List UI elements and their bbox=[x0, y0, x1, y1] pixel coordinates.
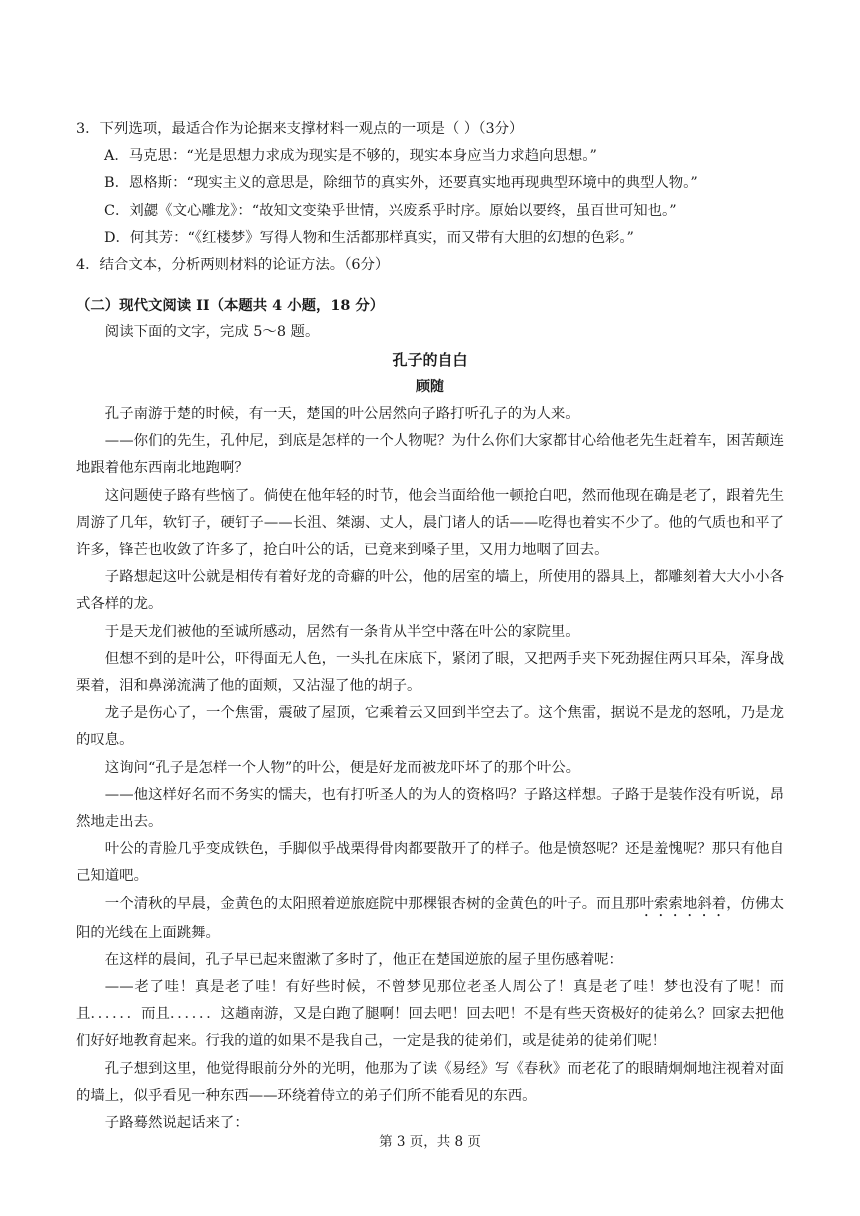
question-3-option-c: C．刘勰《文心雕龙》：“故知文变染乎世情，兴废系乎时序。原始以要终，虽百世可知也。” bbox=[104, 202, 677, 219]
article-title: 孔子的自白 bbox=[392, 350, 468, 369]
paragraph-text-before: 一个清秋的早晨，金黄色的太阳照着逆旅庭院中那棵银杏树的金黄色的叶子。而且那 bbox=[104, 895, 640, 912]
article-paragraph: 孔子想到这里，他觉得眼前分外的光明，他那为了读《易经》写《春秋》而老花了的眼睛炯炯地注视着对面的墙上，似乎看见一种东西——环绕着侍立的弟子们所不能看见的东西。 bbox=[76, 1060, 784, 1104]
article-paragraph: 子路想起这叶公就是相传有着好龙的奇癖的叶公，他的居室的墙上，所使用的器具上，都雕刻着大大小小各式各样的龙。 bbox=[76, 569, 784, 613]
article-paragraph: 这询问“孔子是怎样一个人物”的叶公，便是好龙而被龙吓坏了的那个叶公。 bbox=[104, 759, 581, 776]
page-content bbox=[76, 116, 784, 1137]
article-paragraph: 这问题使子路有些恼了。倘使在他年轻的时节，他会当面给他一顿抢白吧，然而他现在确是老了，跟着先生周游了几年，软钉子，硬钉子——长沮、桀溺、丈人，晨门诸人的话——吃得也着实不少了。他的气质也和平了许多，锋芒也收敛了许多了，抢白叶公的话，已竟来到嗓子里，又用力地咽了回去。 bbox=[76, 487, 784, 558]
article-paragraph-emphasized bbox=[76, 891, 784, 947]
article-paragraph: ——老了哇！真是老了哇！有好些时候，不曾梦见那位老圣人周公了！真是老了哇！梦也没有了呢！而且．．．．．．而且．．．．．．这趟南游，又是白跑了腿啊！回去吧！回去吧！不是有些天资极好的徒弟么？回家去把他们好好地教育起来。行我的道的如果不是我自己，一定是我的徒弟们，或是徒弟的徒弟们呢！ bbox=[76, 978, 784, 1050]
article-paragraph: 孔子南游于楚的时候，有一天，楚国的叶公居然向子路打听孔子的为人来。 bbox=[104, 405, 580, 422]
section-instruction: 阅读下面的文字，完成 5～8 题。 bbox=[104, 324, 320, 341]
article-paragraph: 在这样的晨间，孔子早已起来盥漱了多时了，他正在楚国逆旅的屋子里伤感着呢： bbox=[104, 951, 623, 968]
article-author: 顾随 bbox=[416, 378, 444, 395]
article-paragraph: ——他这样好名而不务实的懦夫，也有打听圣人的为人的资格吗？子路这样想。子路于是装作没有听说，昂然地走出去。 bbox=[76, 786, 784, 830]
question-3-option-b: B．恩格斯：“现实主义的意思是，除细节的真实外，还要真实地再现典型环境中的典型人物。” bbox=[104, 175, 698, 192]
question-3-option-a: A．马克思：“光是思想力求成为现实是不够的，现实本身应当力求趋向思想。” bbox=[104, 148, 597, 165]
article-paragraph: 龙子是伤心了，一个焦雷，震破了屋顶，它乘着云又回到半空去了。这个焦雷，据说不是龙的怒吼，乃是龙的叹息。 bbox=[76, 705, 784, 749]
article-paragraph: 子路蓦然说起话来了： bbox=[104, 1115, 249, 1131]
article-paragraph: 于是天龙们被他的至诚所感动，居然有一条肯从半空中落在叶公的家院里。 bbox=[104, 623, 580, 640]
page-footer: 第 3 页，共 8 页 bbox=[379, 1134, 481, 1150]
article-paragraph: ——你们的先生，孔仲尼，到底是怎样的一个人物呢？为什么你们大家都甘心给他老先生赶着车，困苦颠连地跟着他东西南北地跑啊？ bbox=[76, 433, 784, 477]
question-3-option-d: D．何其芳：“《红楼梦》写得人物和生活都那样真实，而又带有大胆的幻想的色彩。” bbox=[104, 229, 634, 246]
emphasis-dotted-text: 叶索索地斜着 bbox=[639, 895, 727, 912]
article-paragraph: 叶公的青脸几乎变成铁色，手脚似乎战栗得骨肉都要散开了的样子。他是愤怒呢？还是羞愧呢？那只有他自己知道吧。 bbox=[76, 841, 784, 885]
paragraph-text-after: ，仿佛太阳的光线在上面跳舞。 bbox=[76, 895, 784, 941]
question-3-stem: 3．下列选项，最适合作为论据来支撑材料一观点的一项是（ ）（3分） bbox=[76, 121, 524, 137]
section-heading: （二）现代文阅读 II（本题共 4 小题，18 分） bbox=[76, 297, 385, 315]
article-paragraph: 但想不到的是叶公，吓得面无人色，一头扎在床底下，紧闭了眼，又把两手夹下死劲握住两只耳朵，浑身战栗着，泪和鼻涕流满了他的面颊，又沾湿了他的胡子。 bbox=[76, 650, 784, 694]
question-4-stem: 4．结合文本，分析两则材料的论证方法。（6分） bbox=[76, 256, 390, 273]
